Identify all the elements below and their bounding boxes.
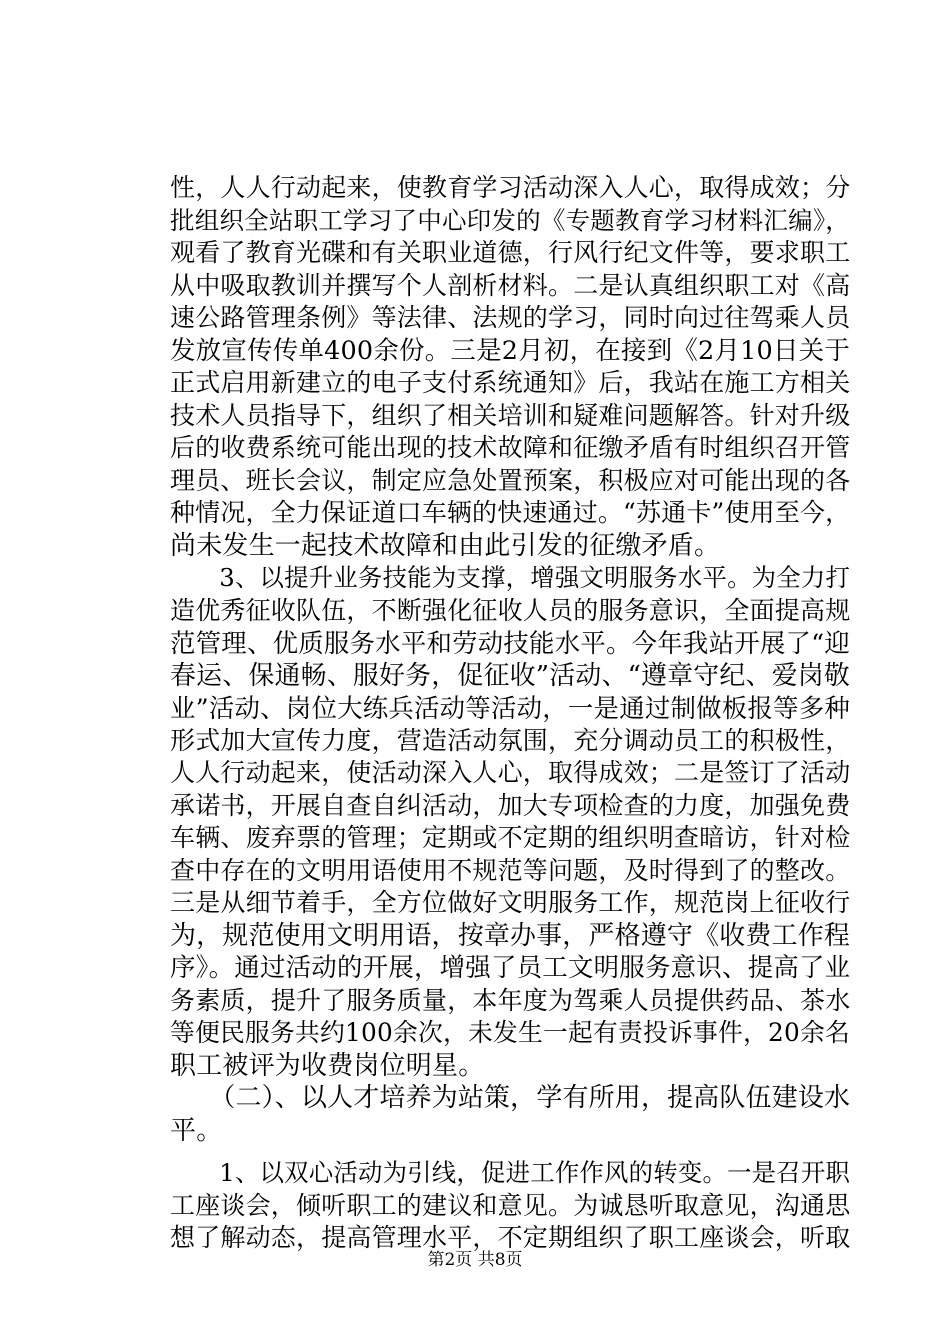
text-line: 等便民服务共约100余次，未发生一起有责投诉事件，20余名 <box>170 1018 850 1047</box>
section-heading-line: 平。 <box>170 1115 223 1146</box>
text-line: 从中吸取教训并撰写个人剖析材料。二是认真组织职工对《高 <box>170 270 851 300</box>
text-line: 1、以双心活动为引线，促进工作作风的转变。一是召开职 <box>170 1158 851 1187</box>
document-body <box>170 172 850 1255</box>
text-line: 承诺书，开展自查自纠活动，加大专项检查的力度，加强免费 <box>170 790 851 820</box>
text-line: 春运、保通畅、服好务，促征收”活动、“遵章守纪、爱岗敬 <box>170 660 850 691</box>
section-heading-line: （二）、以人才培养为站策，学有所用，提高队伍建设水 <box>170 1083 851 1113</box>
text-line: 速公路管理条例》等法律、法规的学习，同时向过往驾乘人员 <box>170 303 851 332</box>
text-line: 理员、班长会议，制定应急处置预案，积极应对可能出现的各 <box>170 465 851 495</box>
text-line: 正式启用新建立的电子支付系统通知》后，我站在施工方相关 <box>170 368 851 397</box>
text-line: 3、以提升业务技能为支撑，增强文明服务水平。为全力打 <box>170 563 851 592</box>
text-line: 尚未发生一起技术故障和由此引发的征缴矛盾。 <box>170 530 721 561</box>
page-number-footer: 第2页 共8页 <box>427 1250 523 1270</box>
text-line: 序》。通过活动的开展，增强了员工文明服务意识、提高了业 <box>170 953 851 983</box>
text-line: 种情况，全力保证道口车辆的快速通过。“苏通卡”使用至今， <box>170 498 851 527</box>
text-line: 车辆、废弃票的管理；定期或不定期的组织明查暗访，针对检 <box>170 823 851 852</box>
text-line: 业”活动、岗位大练兵活动等活动，一是通过制做板报等多种 <box>170 693 850 723</box>
text-line: 务素质，提升了服务质量，本年度为驾乘人员提供药品、茶水 <box>170 985 851 1015</box>
text-line: 观看了教育光碟和有关职业道德，行风行纪文件等，要求职工 <box>170 238 851 267</box>
text-line: 性，人人行动起来，使教育学习活动深入人心，取得成效；分 <box>170 173 851 202</box>
paragraph-spacer <box>170 1147 850 1157</box>
text-line: 范管理、优质服务水平和劳动技能水平。今年我站开展了“迎 <box>170 628 850 658</box>
text-line: 三是从细节着手，全方位做好文明服务工作，规范岗上征收行 <box>170 888 851 917</box>
text-line: 想了解动态，提高管理水平，不定期组织了职工座谈会，听取 <box>170 1223 851 1252</box>
text-line: 查中存在的文明用语使用不规范等问题，及时得到了的整改。 <box>170 855 851 885</box>
text-line: 工座谈会，倾听职工的建议和意见。为诚恳听取意见，沟通思 <box>170 1190 851 1220</box>
text-line: 人人行动起来，使活动深入人心，取得成效；二是签订了活动 <box>170 758 851 787</box>
text-line: 后的收费系统可能出现的技术故障和征缴矛盾有时组织召开管 <box>170 433 851 462</box>
text-line: 造优秀征收队伍，不断强化征收人员的服务意识，全面提高规 <box>170 595 851 625</box>
text-line: 技术人员指导下，组织了相关培训和疑难问题解答。针对升级 <box>170 400 851 430</box>
text-line: 形式加大宣传力度，营造活动氛围，充分调动员工的积极性， <box>170 725 851 755</box>
text-line: 为，规范使用文明用语，按章办事，严格遵守《收费工作程 <box>170 920 850 951</box>
text-line: 发放宣传传单400余份。三是2月初，在接到《2月10日关于 <box>170 335 850 366</box>
text-line: 职工被评为收费岗位明星。 <box>170 1050 485 1081</box>
text-line: 批组织全站职工学习了中心印发的《专题教育学习材料汇编》， <box>170 205 850 235</box>
